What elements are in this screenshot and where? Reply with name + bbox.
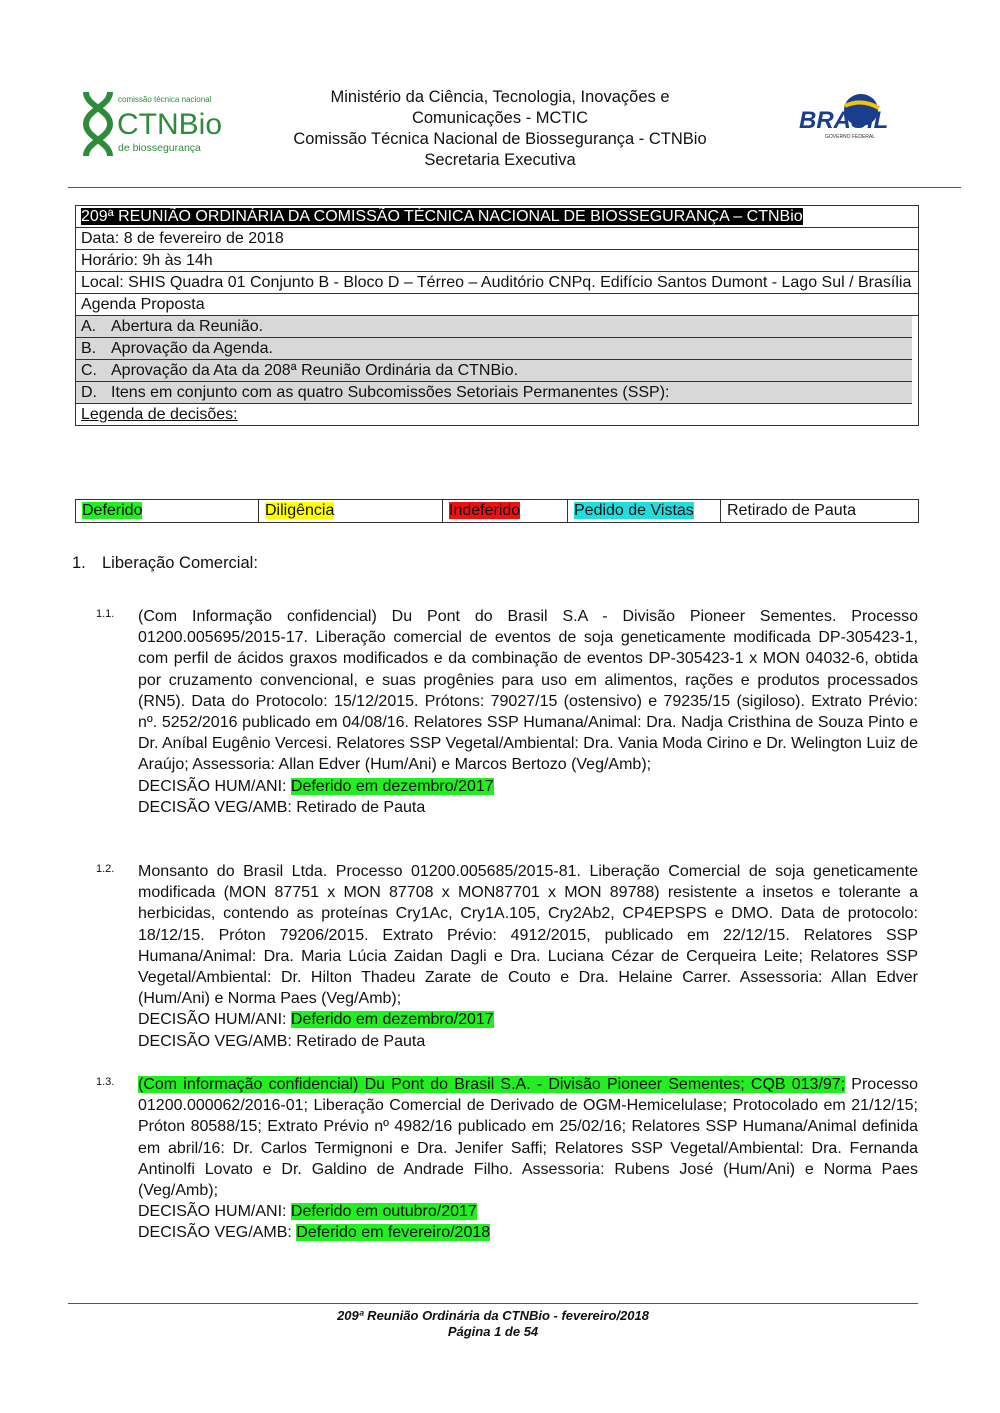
agenda-label: Agenda Proposta [76, 294, 918, 316]
svg-text:GOVERNO FEDERAL: GOVERNO FEDERAL [825, 134, 876, 140]
brasil-logo [795, 92, 915, 140]
decision-veg: DECISÃO VEG/AMB: Retirado de Pauta [138, 798, 426, 816]
agenda-item: C. Aprovação da Ata da 208ª Reunião Ordinária da CTNBio. [76, 360, 912, 382]
header-title [250, 87, 750, 171]
item-text: (Com Informação confidencial) Du Pont do Brasil S.A - Divisão Pioneer Sementes. Processo 01200.005695/2015-17. Liberação comercial de eventos de soja geneticamente modificada DP-305423-1, com perfil de ácidos graxos modificados e da combinação de eventos DP-305423-1 x MON 04032-6, obtida por cruzamento convencional, e suas progênies para uso em alimentos, rações e produtos processados (RN5). Data do Protocolo: 15/12/2015. Prótons: 79027/15 (ostensivo) e 79235/15 (sigiloso). Extrato Prévio: nº. 5252/2016 publicado em 04/08/16. Relatores SSP Humana/Animal: Dra. Nadja Cristhina de Souza Pinto e Dr. Aníbal Eugênio Vercesi. Relatores SSP Vegetal/Ambiental: Dra. Vania Moda Cirino e Dr. Welington Luiz de Araújo; Assessoria: Allan Edver (Hum/Ani) e Marcos Bertozo (Veg/Amb); DECISÃO HUM/ANI: Deferido em dezembro/2017 DECISÃO VEG/AMB: Retirado de Pauta [138, 606, 918, 818]
page-footer [68, 1308, 918, 1340]
legend-retirado: Retirado de Pauta [727, 502, 856, 519]
page-number: Página 1 de 54 [447, 1324, 539, 1339]
legend-label: Legenda de decisões: [81, 406, 238, 423]
item-number: 1.3. [96, 1076, 115, 1088]
footer-meeting: 209ª Reunião Ordinária da CTNBio - fevereiro/2018 [337, 1308, 649, 1323]
legend-deferido: Deferido [76, 500, 259, 522]
item-number: 1.2. [96, 863, 115, 875]
svg-text:comissão técnica nacional: comissão técnica nacional [118, 95, 212, 104]
svg-text:de biossegurança: de biossegurança [118, 142, 201, 154]
agenda-item: B. Aprovação da Agenda. [76, 338, 912, 360]
list-item [96, 606, 918, 818]
ctnbio-logo [80, 88, 250, 160]
svg-text:BRASIL: BRASIL [799, 107, 889, 134]
decision-veg: DECISÃO VEG/AMB: Retirado de Pauta [138, 1032, 426, 1050]
header-line: Secretaria Executiva [424, 151, 576, 169]
decision-veg: DECISÃO VEG/AMB: Deferido em fevereiro/2018 [138, 1224, 491, 1242]
decision-hum: DECISÃO HUM/ANI: Deferido em dezembro/2017 [138, 1011, 494, 1029]
legend-indeferido: Indeferido [443, 500, 568, 522]
meeting-date: Data: 8 de fevereiro de 2018 [76, 228, 918, 250]
agenda-item: A. Abertura da Reunião. [76, 316, 912, 338]
list-item [96, 1074, 918, 1244]
item-text: Monsanto do Brasil Ltda. Processo 01200.005685/2015-81. Liberação Comercial de soja geneticamente modificada (MON 87751 x MON 87708 x MON87701 x MON 89788) resistente a insetos e tolerante a herbicidas, contendo as proteínas Cry1Ac, Cry1A.105, Cry2Ab2, CP4EPSPS e DMO. Data de protocolo: 18/12/15. Próton 79206/2015. Extrato Prévio: 4912/2015, publicado em 22/12/15. Relatores SSP Humana/Animal: Dra. Maria Lúcia Zaidan Dagli e Dra. Luciana Cézar de Cerqueira Leite; Relatores SSP Vegetal/Ambiental: Dr. Hilton Thadeu Zarate de Couto e Dra. Helaine Carrer. Assessoria: Allan Edver (Hum/Ani) e Norma Paes (Veg/Amb); DECISÃO HUM/ANI: Deferido em dezembro/2017 DECISÃO VEG/AMB: Retirado de Pauta [138, 861, 918, 1052]
item-number: 1.1. [96, 608, 115, 620]
meeting-info-box [75, 205, 919, 426]
header-line: Comunicações - MCTIC [411, 109, 589, 127]
legend-vistas: Pedido de Vistas [568, 500, 721, 522]
header-line: Comissão Técnica Nacional de Biossegurança - CTNBio [293, 130, 707, 148]
meeting-title-row [76, 206, 918, 228]
item-text: (Com informação confidencial) Du Pont do Brasil S.A. - Divisão Pioneer Sementes; CQB 013/97; Processo 01200.000062/2016-01; Liberação Comercial de Derivado de OGM-Hemicelulase; Protocolado em 21/12/15; Próton 80588/15; Extrato Prévio nº 4982/16 publicado em 25/02/16; Relatores SSP Humana/Animal definida em abril/16: Dr. Carlos Termignoni e Dra. Jenifer Saffi; Relatores SSP Vegetal/Ambiental: Dra. Fernanda Antinolfi Lovato e Dr. Galdino de Andrade Filho. Assessoria: Rubens José (Hum/Ani) e Norma Paes (Veg/Amb); DECISÃO HUM/ANI: Deferido em outubro/2017 DECISÃO VEG/AMB: Deferido em fevereiro/2018 [138, 1074, 918, 1244]
svg-text:CTNBio: CTNBio [117, 108, 223, 141]
section-heading: 1. Liberação Comercial: [72, 554, 258, 572]
legend-label-row [76, 404, 918, 425]
decision-legend [75, 499, 919, 523]
decision-hum: DECISÃO HUM/ANI: Deferido em outubro/2017 [138, 1203, 477, 1221]
agenda-item: D. Itens em conjunto com as quatro Subcomissões Setoriais Permanentes (SSP): [76, 382, 912, 404]
footer-divider [68, 1303, 918, 1304]
meeting-title: 209ª REUNIÃO ORDINÁRIA DA COMISSÃO TÉCNICA NACIONAL DE BIOSSEGURANÇA – CTNBio [81, 208, 803, 225]
header-line: Ministério da Ciência, Tecnologia, Inovações e [330, 88, 670, 106]
decision-hum: DECISÃO HUM/ANI: Deferido em dezembro/2017 [138, 777, 494, 795]
header-divider [68, 187, 961, 188]
legend-diligencia: Diligência [259, 500, 443, 522]
list-item [96, 861, 918, 1052]
meeting-time: Horário: 9h às 14h [76, 250, 918, 272]
meeting-location: Local: SHIS Quadra 01 Conjunto B - Bloco D – Térreo – Auditório CNPq. Edifício Santos Dumont - Lago Sul / Brasília [76, 272, 918, 294]
